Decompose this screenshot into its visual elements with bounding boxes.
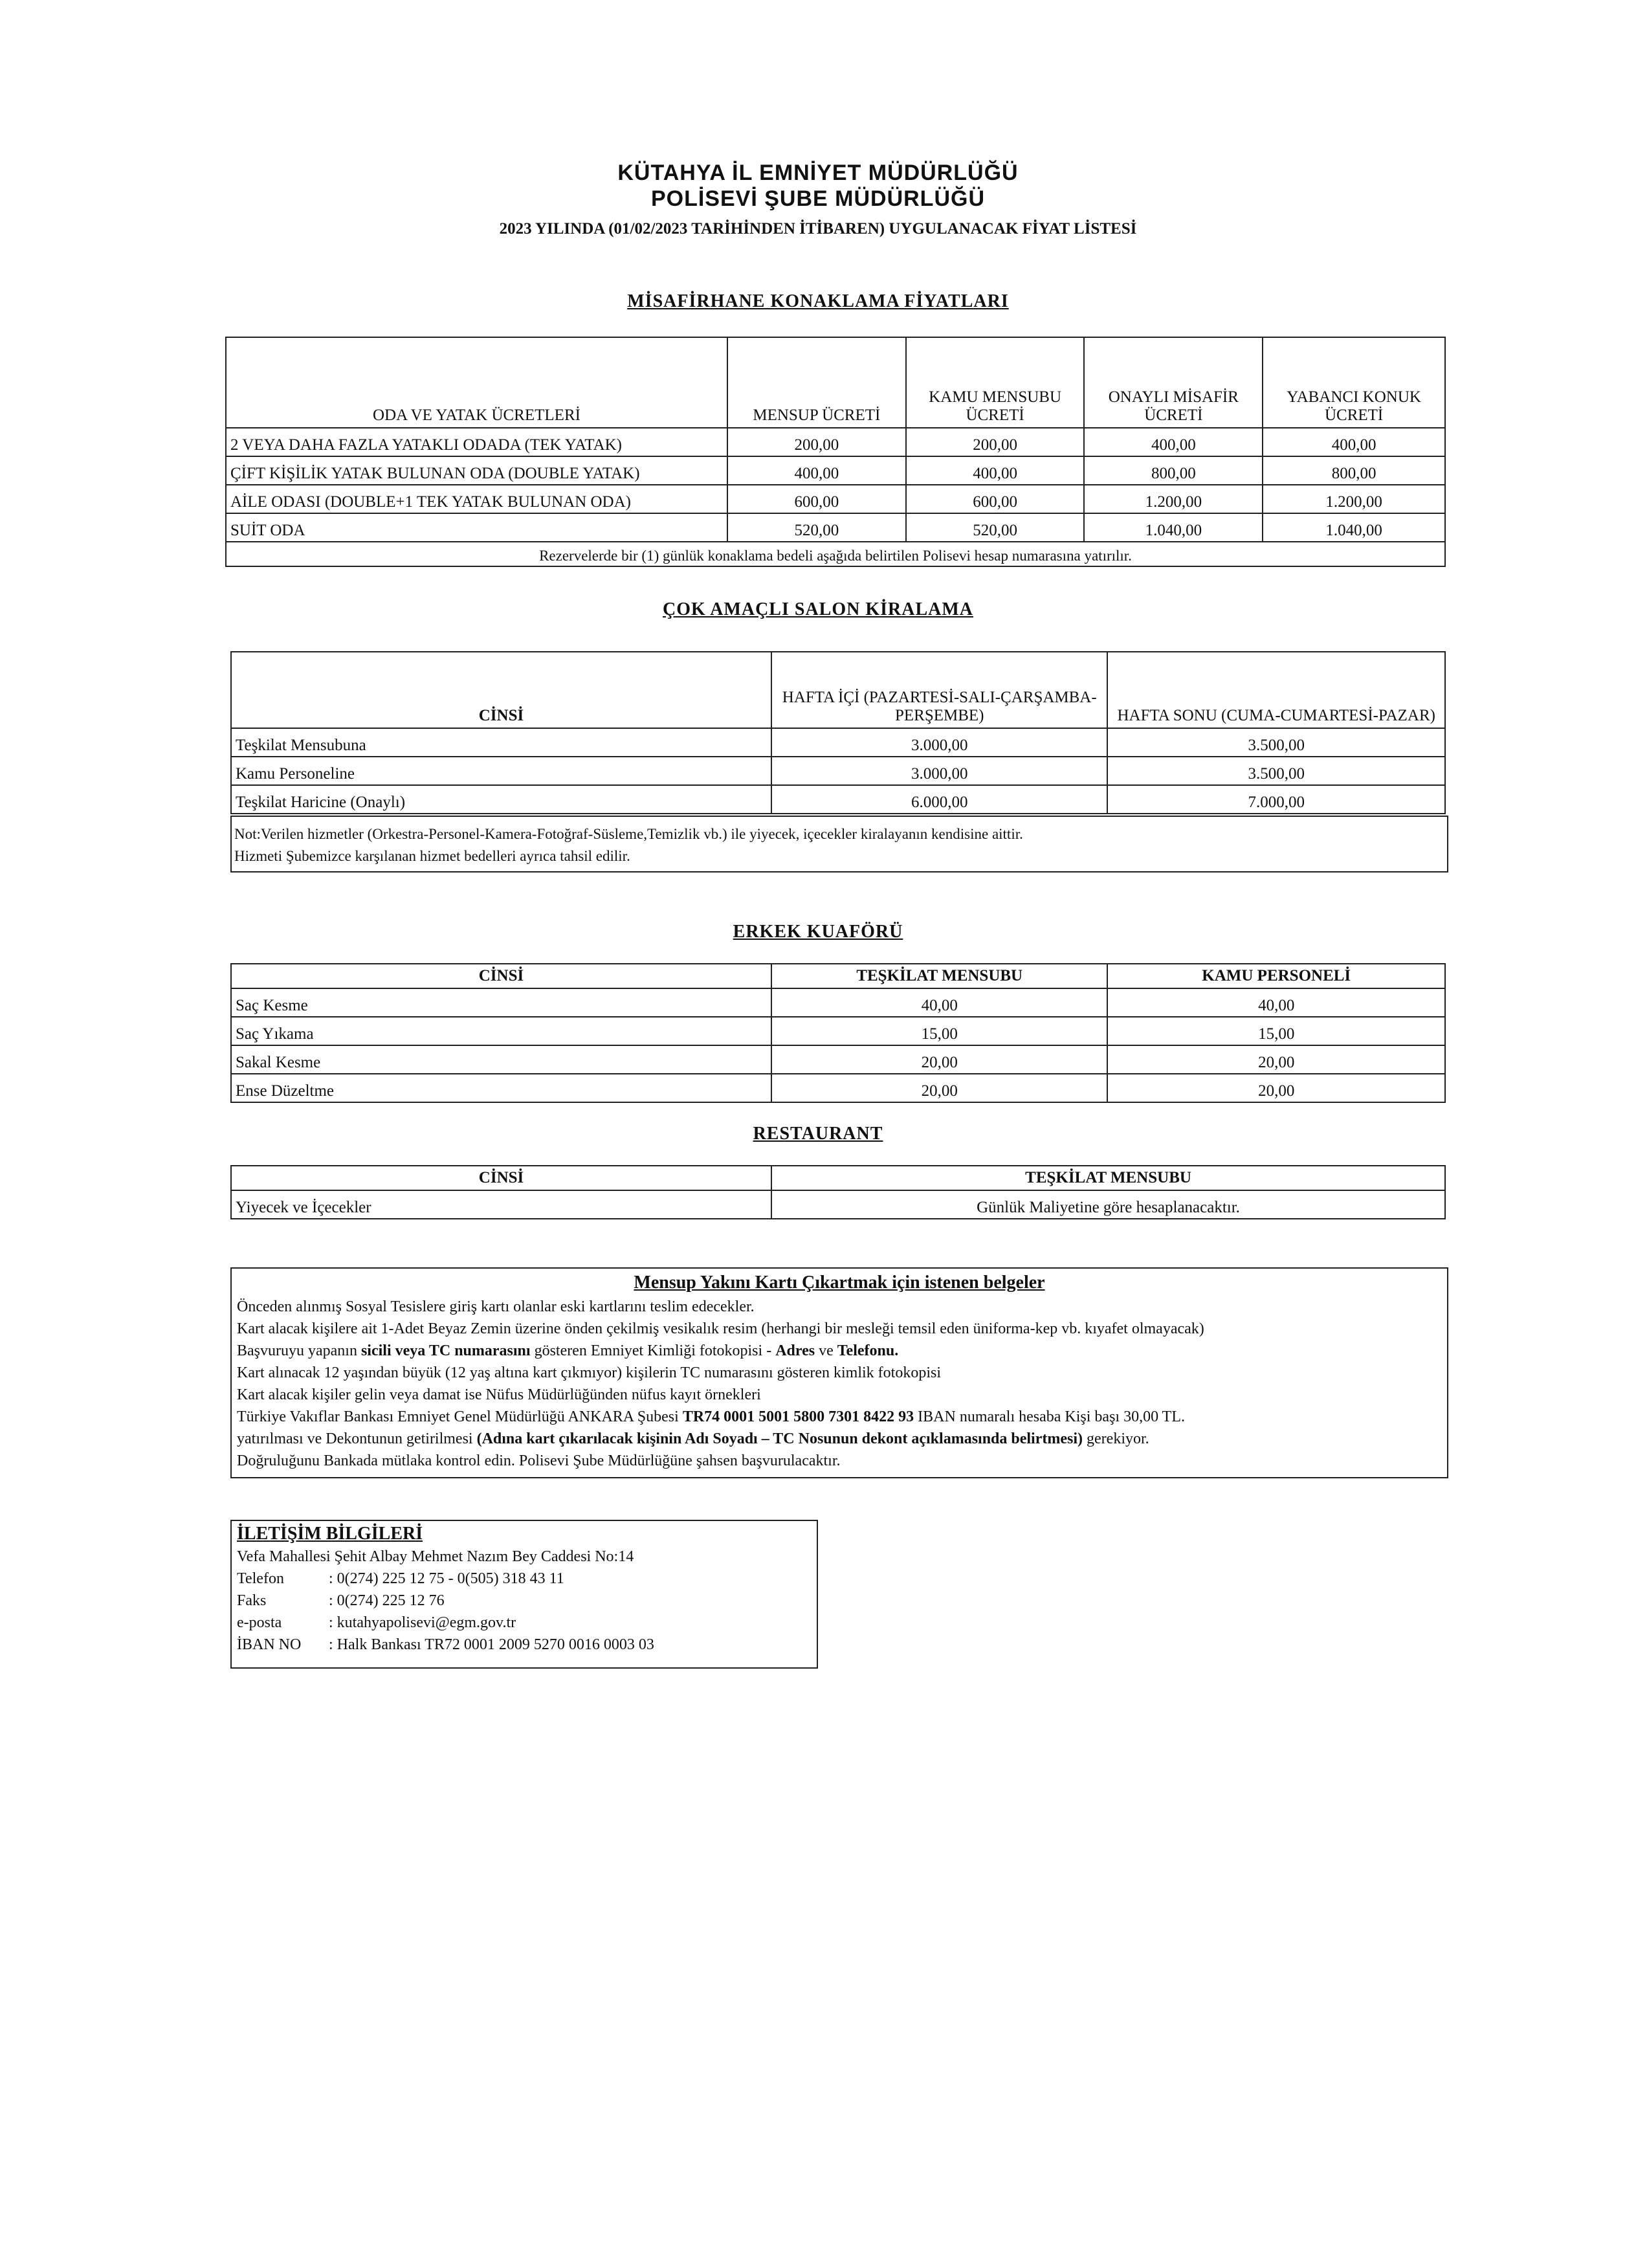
contact-phone: : 0(274) 225 12 75 - 0(505) 318 43 11: [329, 1570, 564, 1587]
table-row: [231, 988, 1445, 1017]
hall-header-weekday: HAFTA İÇİ (PAZARTESİ-SALI-ÇARŞAMBA-PERŞEMBE): [771, 652, 1107, 728]
price-cell: 200,00: [727, 428, 906, 456]
restaurant-header-member: TEŞKİLAT MENSUBU: [771, 1166, 1445, 1190]
table-row: [231, 1190, 1445, 1219]
price-cell: 400,00: [1084, 428, 1263, 456]
price-cell: 400,00: [1263, 428, 1445, 456]
accommodation-header-foreign: YABANCI KONUK ÜCRETİ: [1263, 337, 1445, 428]
service-name: Yiyecek ve İçecekler: [231, 1190, 771, 1219]
price-cell: 7.000,00: [1107, 785, 1445, 814]
price-cell: 20,00: [771, 1045, 1107, 1074]
hall-header-type: CİNSİ: [231, 652, 771, 728]
service-name: Saç Yıkama: [231, 1017, 771, 1045]
service-name: Sakal Kesme: [231, 1045, 771, 1074]
price-cell: 1.200,00: [1084, 485, 1263, 513]
table-row: [231, 1045, 1445, 1074]
hall-header-weekend: HAFTA SONU (CUMA-CUMARTESİ-PAZAR): [1107, 652, 1445, 728]
contact-email-label: e-posta: [237, 1614, 282, 1631]
accommodation-header-room: ODA VE YATAK ÜCRETLERİ: [226, 337, 727, 428]
table-row: [231, 1074, 1445, 1102]
barber-header-member: TEŞKİLAT MENSUBU: [771, 964, 1107, 988]
room-type: SUİT ODA: [226, 513, 727, 542]
price-cell: 20,00: [1107, 1074, 1445, 1102]
price-cell: 20,00: [1107, 1045, 1445, 1074]
price-cell: 200,00: [906, 428, 1085, 456]
table-row: [231, 1017, 1445, 1045]
hall-type: Teşkilat Haricine (Onaylı): [231, 785, 771, 814]
price-cell: 20,00: [771, 1074, 1107, 1102]
price-cell: 600,00: [727, 485, 906, 513]
price-cell: 3.000,00: [771, 728, 1107, 757]
barber-title: ERKEK KUAFÖRÜ: [733, 922, 903, 942]
price-cell: 400,00: [727, 456, 906, 485]
card-line-6: Türkiye Vakıflar Bankası Emniyet Genel Müdürlüğü ANKARA Şubesi TR74 0001 5001 5800 7301 8422 93 IBAN numaralı hesaba Kişi başı 30,00 TL.: [237, 1408, 1185, 1425]
hall-note-2: Hizmeti Şubemizce karşılanan hizmet bedelleri ayrıca tahsil edilir.: [234, 848, 630, 864]
price-cell: 15,00: [1107, 1017, 1445, 1045]
table-row: [226, 513, 1445, 542]
barber-header-public: KAMU PERSONELİ: [1107, 964, 1445, 988]
price-cell: 40,00: [1107, 988, 1445, 1017]
price-cell: 600,00: [906, 485, 1085, 513]
contact-title: İLETİŞİM BİLGİLERİ: [237, 1524, 423, 1544]
card-line-2: Kart alacak kişilere ait 1-Adet Beyaz Zemin üzerine önden çekilmiş vesikalık resim (herhangi bir mesleği temsil eden üniforma-kep vb. kıyafet olmayacak): [237, 1320, 1204, 1337]
price-cell: 1.200,00: [1263, 485, 1445, 513]
price-cell: 800,00: [1263, 456, 1445, 485]
price-cell: 40,00: [771, 988, 1107, 1017]
contact-iban-label: İBAN NO: [237, 1636, 302, 1653]
contact-iban: : Halk Bankası TR72 0001 2009 5270 0016 0003 03: [329, 1636, 654, 1653]
price-cell: 3.000,00: [771, 757, 1107, 785]
card-line-8: Doğruluğunu Bankada mütlaka kontrol edin. Polisevi Şube Müdürlüğüne şahsen başvurulacaktır.: [237, 1452, 841, 1469]
room-type: 2 VEYA DAHA FAZLA YATAKLI ODADA (TEK YATAK): [226, 428, 727, 456]
price-cell: 3.500,00: [1107, 728, 1445, 757]
table-row: [231, 785, 1445, 814]
barber-header-type: CİNSİ: [231, 964, 771, 988]
accommodation-header-public: KAMU MENSUBU ÜCRETİ: [906, 337, 1085, 428]
header-line-2: POLİSEVİ ŞUBE MÜDÜRLÜĞÜ: [650, 186, 986, 211]
card-requirements-box: [230, 1267, 1448, 1478]
restaurant-header-type: CİNSİ: [231, 1166, 771, 1190]
price-cell: Günlük Maliyetine göre hesaplanacaktır.: [771, 1190, 1445, 1219]
barber-table: [230, 963, 1446, 1103]
table-row: [231, 728, 1445, 757]
header-line-3: 2023 YILINDA (01/02/2023 TARİHİNDEN İTİBAREN) UYGULANACAK FİYAT LİSTESİ: [499, 220, 1137, 238]
card-line-7: yatırılması ve Dekontunun getirilmesi (Adına kart çıkarılacak kişinin Adı Soyadı – TC Nosunun dekont açıklamasında belirtmesi) gerekiyor.: [237, 1430, 1149, 1447]
card-line-3: Başvuruyu yapanın sicili veya TC numarasını gösteren Emniyet Kimliği fotokopisi - Adres ve Telefonu.: [237, 1342, 899, 1359]
price-cell: 520,00: [727, 513, 906, 542]
price-cell: 520,00: [906, 513, 1085, 542]
card-line-4: Kart alınacak 12 yaşından büyük (12 yaş altına kart çıkmıyor) kişilerin TC numarasını gösteren kimlik fotokopisi: [237, 1364, 941, 1381]
hall-note-box: [230, 816, 1448, 873]
hall-table: [230, 651, 1446, 814]
table-row: [226, 428, 1445, 456]
card-line-1: Önceden alınmış Sosyal Tesislere giriş kartı olanlar eski kartlarını teslim edecekler.: [237, 1298, 755, 1315]
restaurant-table: [230, 1165, 1446, 1219]
hall-type: Kamu Personeline: [231, 757, 771, 785]
card-title: Mensup Yakını Kartı Çıkartmak için istenen belgeler: [634, 1273, 1045, 1293]
accommodation-title: MİSAFİRHANE KONAKLAMA FİYATLARI: [627, 291, 1009, 311]
hall-type: Teşkilat Mensubuna: [231, 728, 771, 757]
price-cell: 1.040,00: [1084, 513, 1263, 542]
accommodation-table: [225, 337, 1446, 567]
service-name: Ense Düzeltme: [231, 1074, 771, 1102]
room-type: AİLE ODASI (DOUBLE+1 TEK YATAK BULUNAN ODA): [226, 485, 727, 513]
room-type: ÇİFT KİŞİLİK YATAK BULUNAN ODA (DOUBLE YATAK): [226, 456, 727, 485]
contact-box: [230, 1520, 818, 1669]
contact-phone-label: Telefon: [237, 1570, 284, 1587]
contact-fax: : 0(274) 225 12 76: [329, 1592, 445, 1609]
price-cell: 400,00: [906, 456, 1085, 485]
accommodation-header-guest: ONAYLI MİSAFİR ÜCRETİ: [1084, 337, 1263, 428]
service-name: Saç Kesme: [231, 988, 771, 1017]
price-cell: 15,00: [771, 1017, 1107, 1045]
table-row: [226, 456, 1445, 485]
price-cell: 1.040,00: [1263, 513, 1445, 542]
hall-note-1: Not:Verilen hizmetler (Orkestra-Personel-Kamera-Fotoğraf-Süsleme,Temizlik vb.) ile yiyecek, içecekler kiralayanın kendisine aittir.: [234, 826, 1023, 842]
hall-title: ÇOK AMAÇLI SALON KİRALAMA: [662, 599, 974, 619]
table-row: [226, 485, 1445, 513]
header-line-1: KÜTAHYA İL EMNİYET MÜDÜRLÜĞÜ: [617, 161, 1019, 185]
price-cell: 3.500,00: [1107, 757, 1445, 785]
table-row: [231, 757, 1445, 785]
contact-address: Vefa Mahallesi Şehit Albay Mehmet Nazım Bey Caddesi No:14: [237, 1548, 634, 1565]
accommodation-note: Rezervelerde bir (1) günlük konaklama bedeli aşağıda belirtilen Polisevi hesap numarasına yatırılır.: [226, 542, 1445, 566]
contact-fax-label: Faks: [237, 1592, 267, 1609]
contact-email: : kutahyapolisevi@egm.gov.tr: [329, 1614, 516, 1631]
price-cell: 6.000,00: [771, 785, 1107, 814]
restaurant-title: RESTAURANT: [753, 1124, 883, 1144]
price-cell: 800,00: [1084, 456, 1263, 485]
card-line-5: Kart alacak kişiler gelin veya damat ise Nüfus Müdürlüğünden nüfus kayıt örnekleri: [237, 1386, 761, 1403]
accommodation-header-member: MENSUP ÜCRETİ: [727, 337, 906, 428]
